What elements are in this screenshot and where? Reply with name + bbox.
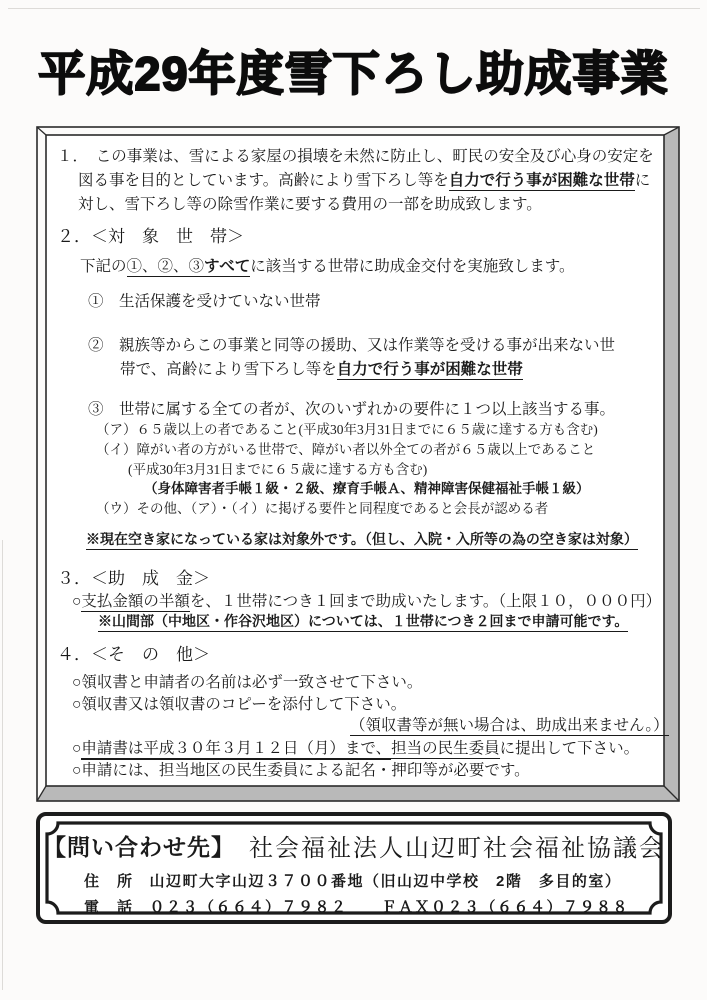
phone-row (84, 896, 629, 917)
emphasis-text: ※山間部（中地区・作谷沢地区）については、１世帯につき２回まで申請可能です。 (98, 615, 629, 630)
text-segment: 下記の (80, 258, 127, 275)
section-2-heading: ２．＜対 象 世 帯＞ (57, 227, 244, 246)
section-4-heading: ４．＜そ の 他＞ (57, 645, 210, 664)
emphasis-text: ①、②、③ (126, 258, 205, 275)
text-segment: 図る事を目的としています。高齢により雪下ろし等を (78, 172, 449, 189)
text-segment: に提出して下さい。 (499, 740, 640, 757)
subsidy-amount-line (72, 592, 661, 611)
contact-label: 【問い合わせ先】 (43, 834, 235, 860)
purpose-line-1: １． この事業は、雪による家屋の損壊を未然に防止し、町民の安全及び心身の安定を (57, 148, 654, 165)
section-2-intro (80, 257, 575, 276)
address-row (84, 870, 621, 891)
requirement-a: （ア）６５歳以上の者であること(平成30年3月31日までに６５歳に達する方も含む) (96, 422, 598, 437)
text-segment: を、１世帯につき１回まで助成いたします。（上限１０，０００円） (189, 593, 662, 610)
section-3-heading: ３．＜助 成 金＞ (57, 569, 210, 588)
emphasis-text: すべて (204, 258, 251, 275)
organization-name: 社会福祉法人山辺町社会福祉協議会 (249, 836, 665, 862)
deadline-emphasis: 申請書は平成３０年３月１２日（月）まで、 (81, 740, 391, 760)
condition-item-2-line-2 (120, 360, 523, 379)
emphasis-text: 支払金額の半額 (81, 593, 190, 610)
other-note-2: ○領収書又は領収書のコピーを添付して下さい。 (72, 696, 407, 713)
text-segment: ○ (72, 593, 82, 610)
purpose-line-3: 対し、雪下ろし等の除雪作業に要する費用の一部を助成致します。 (78, 196, 542, 213)
receipt-warning (350, 716, 669, 735)
requirement-i-line-3: （身体障害者手帳１級・２級、療育手帳Ａ、精神障害保健福祉手帳１級） (144, 481, 590, 496)
other-note-1: ○領収書と申請者の名前は必ず一致させて下さい。 (72, 674, 423, 691)
fax-value: ＦＡＸ０２３（６６４）７９８８ (381, 899, 630, 916)
requirement-i-line-1: （イ）障がい者の方がいる世帯で、障がい者以外全ての者が６５歳以上であること (96, 442, 596, 457)
scan-edge-left (2, 540, 3, 990)
emphasis-text: 自力で行う事が困難な世帯 (448, 172, 635, 189)
phone-value: ０２３（６６４）７９８２ (149, 899, 348, 916)
text-segment: ○ (72, 740, 82, 757)
emphasis-text: 担当の民生委員 (391, 740, 500, 757)
contact-box (36, 812, 672, 924)
requirement-u: （ウ）その他、（ア）・（イ）に掲げる要件と同程度であると会長が認める者 (96, 501, 549, 516)
address-label: 住 所 (84, 873, 134, 890)
contact-heading (36, 828, 672, 863)
text-segment: 帯で、高齢により雪下ろし等を (120, 361, 337, 378)
requirement-i-line-2: (平成30年3月31日までに６５歳に達する方も含む) (128, 462, 428, 477)
phone-label: 電 話 (84, 899, 134, 916)
text-segment: に該当する世帯に助成金交付を実施致します。 (250, 258, 575, 275)
notice-body-box (36, 126, 680, 802)
deadline-line (72, 739, 639, 758)
vacant-house-note (86, 532, 638, 550)
condition-item-2-line-1: ② 親族等からこの事業と同等の援助、又は作業等を受ける事が出来ない世 (88, 337, 616, 354)
emphasis-text: （領収書等が無い場合は、助成出来ません。） (350, 717, 669, 734)
page-title: 平成29年度雪下ろし助成事業 (38, 47, 669, 100)
emphasis-text: ※現在空き家になっている家は対象外です。（但し、入院・入所等の為の空き家は対象） (86, 533, 638, 548)
scan-edge-top (8, 8, 700, 9)
mountain-area-note (98, 614, 628, 632)
condition-item-1: ① 生活保護を受けていない世帯 (88, 293, 321, 310)
condition-item-3: ③ 世帯に属する全ての者が、次のいずれかの要件に１つ以上該当する事。 (88, 401, 616, 418)
purpose-line-2 (78, 171, 650, 190)
emphasis-text: 自力で行う事が困難な世帯 (336, 361, 523, 378)
text-segment: に (634, 172, 651, 189)
other-note-3: ○申請には、担当地区の民生委員による記名・押印等が必要です。 (72, 762, 530, 779)
address-value: 山辺町大字山辺３７００番地（旧山辺中学校 2階 多目的室） (149, 873, 622, 890)
